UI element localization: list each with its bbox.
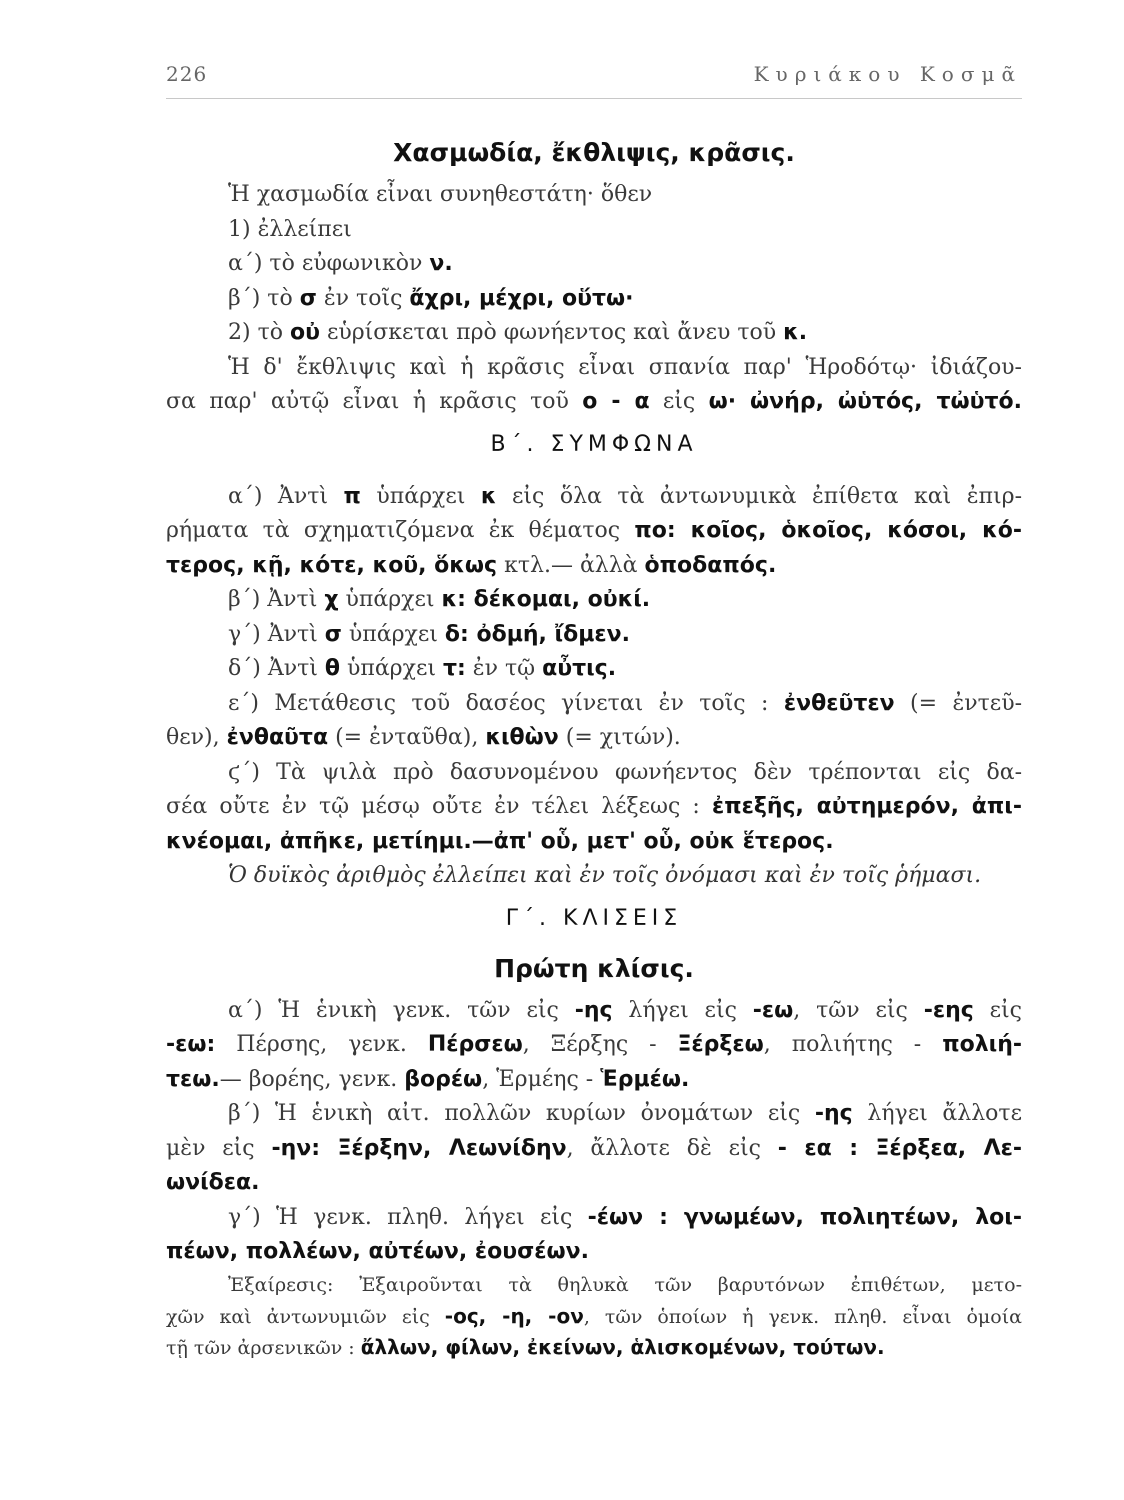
text-line: β΄) Ἡ ἑνικὴ αἰτ. πολλῶν κυρίων ὀνομάτων εἰς -ης λήγει ἄλλοτε — [228, 1101, 1022, 1126]
running-header — [166, 58, 1022, 99]
section-title: Πρώτη κλίσις. — [494, 953, 694, 983]
text-line: 1) ἐλλείπει — [228, 216, 352, 242]
text-line: θεν), ἐνθαῦτα (= ἐνταῦθα), κιθὼν (= χιτών). — [166, 725, 681, 750]
text-line: κνέομαι, ἀπῆκε, μετίημι.—ἀπ' οὗ, μετ' οὗ, οὐκ ἕτερος. — [166, 828, 834, 854]
chapter-heading: Β΄. ΣΥΜΦΩΝΑ — [490, 431, 698, 457]
chapter-heading: Γ΄. ΚΛΙΣΕΙΣ — [505, 905, 683, 931]
text-line: ρήματα τὰ σχηματιζόμενα ἐκ θέματος πο: κοῖος, ὁκοῖος, κόσοι, κό- — [166, 518, 1022, 543]
text-line: τῇ τῶν ἀρσενικῶν : ἄλλων, φίλων, ἐκείνων, ἁλισκομένων, τούτων. — [166, 1334, 885, 1359]
text-line: α΄) τὸ εὐφωνικὸν ν. — [228, 251, 453, 276]
text-body — [166, 128, 1022, 1363]
text-line: ωνίδεα. — [166, 1170, 260, 1195]
page-number: 226 — [166, 62, 208, 86]
running-title: Κυριάκου Κοσμᾶ — [753, 62, 1022, 86]
spacer — [166, 470, 1022, 480]
text-line: β΄) Ἀντὶ χ ὑπάρχει κ: δέκομαι, οὐκί. — [228, 587, 651, 612]
text-line: -εω: Πέρσης, γενκ. Πέρσεω, Ξέρξης - Ξέρξεω, πολιήτης - πολιή- — [166, 1032, 1022, 1057]
text-line: γ΄) Ἡ γενκ. πληθ. λήγει εἰς -έων : γνωμέων, πολιητέων, λοι- — [228, 1204, 1022, 1230]
text-line: 2) τὸ οὐ εὑρίσκεται πρὸ φωνήεντος καὶ ἄνευ τοῦ κ. — [228, 320, 808, 345]
text-line: Ἡ δ' ἔκθλιψις καὶ ἡ κρᾶσις εἶναι σπανία παρ' Ἡροδότῳ· ἰδιάζου- — [228, 354, 1022, 380]
text-line: σέα οὔτε ἐν τῷ μέσῳ οὔτε ἐν τέλει λέξεως : ἐπεξῆς, αὐτημερόν, ἀπι- — [166, 794, 1022, 819]
text-line: τεω.— βορέης, γενκ. βορέω, Ἑρμέης - Ἑρμέω. — [166, 1066, 690, 1092]
section-title: Χασμωδία, ἔκθλιψις, κρᾶσις. — [393, 138, 795, 167]
text-line: ε΄) Μετάθεσις τοῦ δασέος γίνεται ἐν τοῖς : ἐνθεῦτεν (= ἐντεῦ- — [228, 690, 1022, 716]
text-line: ϛ΄) Τὰ ψιλὰ πρὸ δασυνομένου φωνήεντος δὲν τρέπονται εἰς δα- — [228, 759, 1022, 785]
text-line: χῶν καὶ ἀντωνυμιῶν εἰς -ος, -η, -ον, τῶν ὁποίων ἡ γενκ. πληθ. εἶναι ὁμοία — [166, 1303, 1022, 1328]
text-line: πέων, πολλέων, αὐτέων, ἐουσέων. — [166, 1239, 589, 1264]
text-line: γ΄) Ἀντὶ σ ὑπάρχει δ: ὀδμή, ἴδμεν. — [228, 621, 631, 647]
text-line: σα παρ' αὐτῷ εἶναι ἡ κρᾶσις τοῦ ο - α εἰς ω· ὠνήρ, ὠὑτός, τὠὑτό. — [166, 389, 1022, 414]
text-line: α΄) Ἡ ἑνικὴ γενκ. τῶν εἰς -ης λήγει εἰς -εω, τῶν εἰς -εης εἰς — [228, 997, 1022, 1023]
text-line: Ἡ χασμωδία εἶναι συνηθεστάτη· ὅθεν — [228, 182, 653, 207]
text-line: τερος, κῇ, κότε, κοῦ, ὅκως κτλ.— ἀλλὰ ὁποδαπός. — [166, 552, 777, 578]
text-line: β΄) τὸ σ ἐν τοῖς ἄχρι, μέχρι, οὕτω· — [228, 285, 634, 311]
text-line: δ΄) Ἀντὶ θ ὑπάρχει τ: ἐν τῷ αὖτις. — [228, 656, 617, 681]
text-line: Ὁ δυϊκὸς ἀριθμὸς ἐλλείπει καὶ ἐν τοῖς ὀνόμασι καὶ ἐν τοῖς ῥήμασι. — [228, 863, 982, 888]
text-line: α΄) Ἀντὶ π ὑπάρχει κ εἰς ὅλα τὰ ἀντωνυμικὰ ἐπίθετα καὶ ἐπιρ- — [228, 483, 1022, 509]
text-line: μὲν εἰς -ην: Ξέρξην, Λεωνίδην, ἄλλοτε δὲ εἰς - εα : Ξέρξεα, Λε- — [166, 1135, 1022, 1161]
text-line: Ἐξαίρεσις: Ἐξαιροῦνται τὰ θηλυκὰ τῶν βαρυτόνων ἐπιθέτων, μετο- — [228, 1273, 1022, 1296]
